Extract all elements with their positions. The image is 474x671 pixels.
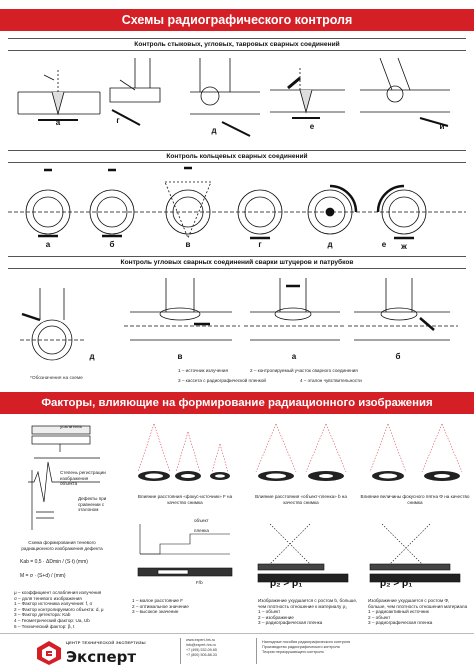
panel-legend-1 bbox=[132, 598, 236, 615]
panel-caption-3: Влияние величины фокусного пятна Φ на качество снимка bbox=[360, 494, 470, 505]
bottom-title: Факторы, влияющие на формирование радиационного изображения bbox=[0, 392, 474, 414]
nozzle-label-v: в bbox=[177, 352, 183, 361]
footer-note: Производство радиографического контроля bbox=[262, 645, 340, 649]
footer-note: Наглядные пособия радиографического контроля bbox=[262, 640, 351, 644]
left-note: 1 – Фактор источника излучения: f, σ bbox=[14, 601, 93, 607]
ring-label-a: а bbox=[45, 240, 51, 249]
panel-legend-item: Изображение ухудшается с ростом Φ, больше, чем плотность отношения материала bbox=[368, 598, 468, 609]
contact-email[interactable]: info@expert-hrs.ru bbox=[186, 643, 216, 647]
label-d: д bbox=[211, 126, 217, 135]
left-note: σ – доля теневого изображения bbox=[14, 595, 82, 601]
footer-divider bbox=[256, 638, 257, 664]
rho-label-2: ρ₂ > ρ₁ bbox=[380, 578, 413, 589]
label-i: и bbox=[439, 122, 445, 131]
panel-legend-item: 2 – изображение bbox=[258, 614, 294, 620]
brand-name: Эксперт bbox=[66, 648, 137, 666]
top-title: Схемы радиографического контроля bbox=[0, 9, 474, 31]
panel-legend-item: 3 – радиографическая пленка bbox=[368, 620, 433, 626]
object-film-diagram bbox=[246, 420, 356, 490]
legend-item-2: 2 – контролируемый участок сварного соединения bbox=[250, 368, 358, 373]
formula-2: M = σ · (S+d) / (mm) bbox=[20, 573, 66, 579]
footer-divider bbox=[180, 638, 181, 664]
panel-legend-item: 1 – радиоактивный источник bbox=[368, 609, 429, 615]
rho-label-1: ρ₂ > ρ₁ bbox=[270, 578, 303, 589]
panel-legend-item: Изображение ухудшается с ростом b, больше, чем плотность отношение к материалу ρ₁ bbox=[258, 598, 358, 609]
panel-legend-2 bbox=[258, 598, 358, 626]
left-note: 4 – Геометрический фактор: Ua, Ub bbox=[14, 617, 90, 623]
section-butt-header: Контроль стыковых, угловых, тавровых сварных соединений bbox=[8, 38, 466, 51]
contact-website[interactable]: www.expert-hrs.ru bbox=[186, 638, 215, 642]
axis-label-object: объект bbox=[194, 518, 209, 523]
formula-1: Kab = 0,5 · ΔDmin / (S·t) (mm) bbox=[20, 559, 88, 565]
nozzle-label-a: а bbox=[291, 352, 297, 361]
footer-note: Теория неразрушающего контроля bbox=[262, 650, 324, 654]
contact-phone-1[interactable]: +7 (495) 532-09-65 bbox=[186, 648, 217, 652]
film-label-reg: Степень регистрации изображения объекта bbox=[60, 470, 106, 487]
panel-legend-item: 1 – малое расстояние F bbox=[132, 598, 184, 603]
ring-label-b: б bbox=[109, 240, 115, 249]
focal-spot-diagram bbox=[360, 420, 470, 490]
label-e: е bbox=[309, 122, 315, 131]
contact-phone-2[interactable]: +7 (800) 505-88-33 bbox=[186, 653, 217, 657]
label-a: а bbox=[55, 118, 61, 127]
logo-icon bbox=[36, 640, 62, 666]
focus-distance-diagram bbox=[130, 420, 240, 490]
nozzle-label-b: б bbox=[395, 352, 401, 361]
axis-label-film: пленка bbox=[194, 528, 209, 533]
contacts-list bbox=[186, 638, 246, 658]
panel-legend-item: 2 – объект bbox=[368, 614, 391, 620]
panel-legend-item: 2 – оптимальное значение bbox=[132, 603, 189, 609]
ring-label-e: е bbox=[381, 240, 387, 249]
panel-legend-item: 3 – радиографическая пленка bbox=[258, 620, 323, 626]
left-note: μ – коэффициент ослабления излучения bbox=[14, 590, 102, 595]
legend-item-4: 4 – эталон чувствительности bbox=[300, 378, 362, 383]
panel-legend-item: 3 – высокое значение bbox=[132, 609, 179, 615]
legend-item-1: 1 – источник излучения bbox=[178, 368, 228, 373]
nozzle-joints-diagram bbox=[0, 268, 474, 378]
nozzle-label-d: д bbox=[89, 352, 95, 361]
brand-small: ЦЕНТР ТЕХНИЧЕСКОЙ ЭКСПЕРТИЗЫ bbox=[66, 640, 146, 645]
panel-legend-item: 1 – объект bbox=[258, 609, 281, 615]
panel-legend-3 bbox=[368, 598, 468, 626]
butt-joints-diagram bbox=[0, 50, 474, 150]
ring-label-g: г bbox=[258, 240, 262, 249]
panel-caption-1: Влияние расстояния «фокус-источник» F на качество снимка bbox=[137, 494, 233, 505]
ring-label-v: в bbox=[185, 240, 191, 249]
left-note: 2 – Фактор контролируемого объекта: d, μ bbox=[14, 606, 104, 612]
section-ring-header: Контроль кольцевых сварных соединений bbox=[8, 150, 466, 163]
ring-label-d: д bbox=[327, 240, 333, 249]
panel-caption-2: Влияние расстояния «объект-пленка» b на качество снимка bbox=[255, 494, 347, 505]
left-caption: Схема формирования теневого радиационного изображения дефекта bbox=[21, 540, 103, 551]
section-nozzle-header: Контроль угловых сварных соединений сварки штуцеров и патрубков bbox=[8, 256, 466, 269]
film-label-amp: усилитель bbox=[60, 424, 82, 429]
label-g: г bbox=[116, 116, 120, 125]
film-label-def: Дефекты при сравнении с эталоном bbox=[78, 496, 107, 513]
ring-joints-diagram bbox=[0, 162, 474, 254]
left-note: 3 – Фактор детектора: Kab bbox=[14, 612, 71, 618]
footer-notes bbox=[262, 640, 402, 655]
legend-item-3: 3 – кассета с радиографической пленкой bbox=[178, 378, 266, 383]
left-notes-list bbox=[14, 590, 124, 629]
legend-note: *Обозначения на схеме bbox=[30, 376, 83, 381]
left-note: 5 – Технический фактор: β, t bbox=[14, 623, 75, 629]
ring-label-zh: ж bbox=[401, 242, 407, 251]
scale-label: F/b bbox=[196, 580, 203, 585]
